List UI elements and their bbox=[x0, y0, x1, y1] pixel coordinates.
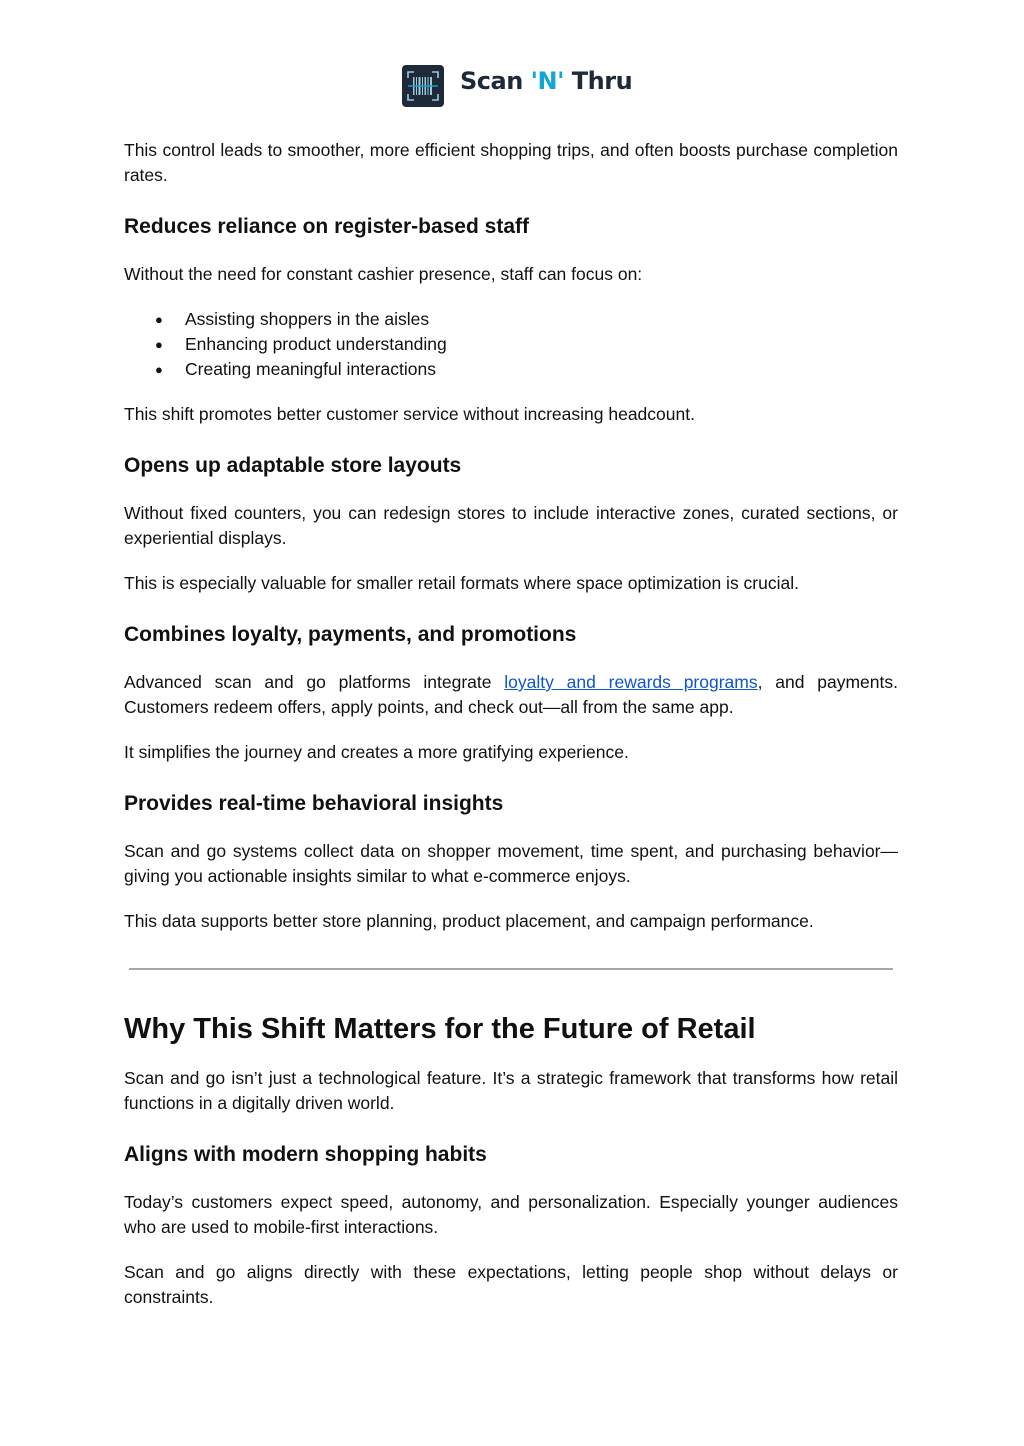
barcode-scan-icon bbox=[402, 65, 444, 107]
loyalty-text-before: Advanced scan and go platforms integrate bbox=[124, 672, 505, 692]
paragraph-no-delays: Scan and go aligns directly with these expectations, letting people shop without delays or constraints. bbox=[124, 1262, 898, 1307]
list-item: ● Assisting shoppers in the aisles bbox=[124, 307, 898, 332]
loyalty-rewards-link[interactable]: loyalty and rewards programs bbox=[504, 672, 758, 692]
brand-logo bbox=[402, 64, 633, 108]
staff-focus-list bbox=[124, 307, 898, 382]
heading-modern-habits: Aligns with modern shopping habits bbox=[124, 1143, 487, 1166]
paragraph-customer-expectations: Today’s customers expect speed, autonomy, and personalization. Especially younger audiences who are used to mobile-first interactions. bbox=[124, 1192, 898, 1237]
paragraph-strategic-framework: Scan and go isn’t just a technological feature. It’s a strategic framework that transforms how retail functions in a digitally driven world. bbox=[124, 1068, 898, 1113]
paragraph-store-planning: This data supports better store planning, product placement, and campaign performance. bbox=[124, 911, 814, 931]
list-item: ● Creating meaningful interactions bbox=[124, 357, 898, 382]
heading-behavioral-insights: Provides real-time behavioral insights bbox=[124, 792, 504, 815]
brand-part1: Scan bbox=[460, 67, 523, 95]
paragraph-gratifying-experience: It simplifies the journey and creates a more gratifying experience. bbox=[124, 742, 629, 762]
article-body bbox=[124, 138, 898, 1310]
heading-store-layouts: Opens up adaptable store layouts bbox=[124, 454, 462, 477]
heading-reduces-reliance: Reduces reliance on register-based staff bbox=[124, 215, 529, 238]
paragraph-staff-focus: Without the need for constant cashier presence, staff can focus on: bbox=[124, 264, 643, 284]
paragraph-loyalty-integration bbox=[124, 670, 898, 720]
list-item: ● Enhancing product understanding bbox=[124, 332, 898, 357]
heading-loyalty-payments: Combines loyalty, payments, and promotions bbox=[124, 623, 577, 646]
heading-why-shift-matters: Why This Shift Matters for the Future of Retail bbox=[124, 1013, 756, 1045]
intro-paragraph: This control leads to smoother, more efficient shopping trips, and often boosts purchase completion rates. bbox=[124, 140, 898, 185]
page-header bbox=[0, 64, 1024, 108]
loyalty-text-after: , and payments. Customers redeem offers, apply points, and check out—all from the same app. bbox=[124, 672, 898, 717]
brand-part2: 'N' bbox=[530, 67, 564, 95]
horizontal-divider bbox=[129, 968, 893, 970]
paragraph-fixed-counters: Without fixed counters, you can redesign stores to include interactive zones, curated sections, or experiential displays. bbox=[124, 503, 898, 548]
paragraph-customer-service: This shift promotes better customer service without increasing headcount. bbox=[124, 404, 695, 424]
paragraph-space-optimization: This is especially valuable for smaller retail formats where space optimization is crucial. bbox=[124, 573, 799, 593]
brand-wordmark bbox=[460, 67, 632, 95]
paragraph-data-collection: Scan and go systems collect data on shopper movement, time spent, and purchasing behavior—giving you actionable insights similar to what e-commerce enjoys. bbox=[124, 841, 898, 886]
brand-part3: Thru bbox=[571, 67, 633, 95]
